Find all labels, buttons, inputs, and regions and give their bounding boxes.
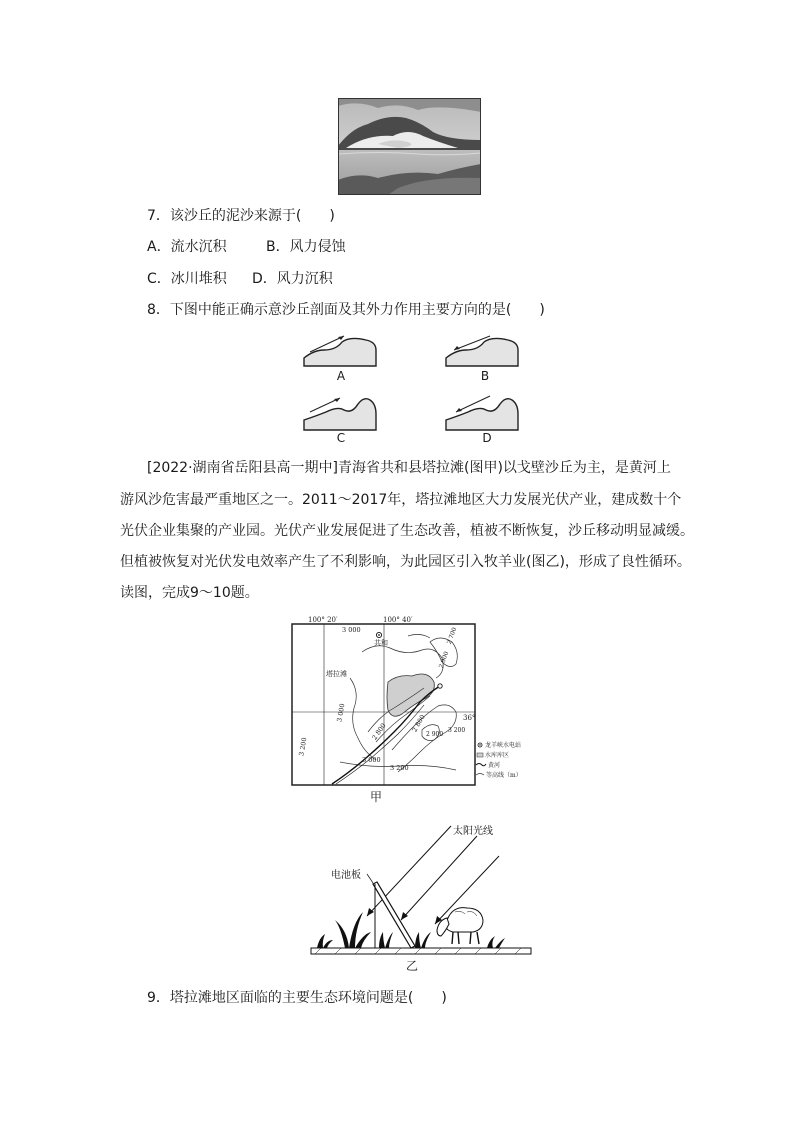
sand-dune-photo [338,98,481,195]
sunlight-label: 太阳光线 [453,826,493,837]
contour-label: 2 900 [437,650,451,670]
figure-yi [305,820,545,970]
passage-line-1: [2022·湖南省岳阳县高一期中]青海省共和县塔拉滩(图甲)以戈壁沙丘为主，是黄河上 [147,460,671,476]
map-lat-label: 36° [463,714,476,722]
legend-hydropower: 龙羊峡水电站 [485,742,522,749]
contour-label: 3 200 [448,727,466,734]
dune-label-c: C [336,431,346,445]
contour-label: 2 700 [445,626,459,646]
passage-line-5: 读图，完成9～10题。 [120,585,259,601]
contour-label: 2 800 [370,721,388,742]
q7-option-a[interactable]: A．流水沉积 [147,239,227,255]
dune-diagram-c[interactable] [300,390,380,432]
legend-river-icon [476,764,486,766]
legend-reservoir-icon [477,753,483,757]
dune-label-b: B [480,369,490,383]
q7-stem: 7．该沙丘的泥沙来源于( ) [147,208,335,224]
map-lon-label-2: 100° 40′ [383,616,413,624]
passage-line-2: 游风沙危害最严重地区之一。2011～2017年，塔拉滩地区大力发展光伏产业，建成数十个 [120,492,682,508]
passage-line-3: 光伏企业集聚的产业园。光伏产业发展促进了生态改善，植被不断恢复，沙丘移动明显减缓。 [120,523,694,539]
solar-panel-label: 电池板 [331,870,361,881]
dune-diagram-b[interactable] [442,330,522,368]
contour-label: 3 000 [362,756,381,764]
q9-stem: 9．塔拉滩地区面临的主要生态环境问题是( ) [147,990,447,1006]
q8-stem: 8．下图中能正确示意沙丘剖面及其外力作用主要方向的是( ) [147,302,545,318]
legend-contour: 等高线（m） [486,772,522,779]
map-town-label: 共和 [374,639,388,647]
legend-reservoir: 水库库区 [485,752,510,759]
contour-label: 3 200 [297,736,309,757]
legend-river: 黄河 [488,762,501,769]
dune-label-d: D [482,431,492,445]
dune-label-a: A [336,369,346,383]
contour-label: 3 000 [342,626,361,634]
contour-label: 3 000 [335,702,347,723]
sheep-icon [437,908,483,944]
dune-diagram-a[interactable] [300,330,380,368]
q7-option-b[interactable]: B．风力侵蚀 [266,239,346,255]
figure-yi-caption: 乙 [406,959,419,973]
q7-option-c[interactable]: C．冰川堆积 [147,271,227,287]
contour-label: 3 200 [390,764,409,772]
map-place-label: 塔拉滩 [326,670,347,678]
passage-line-4: 但植被恢复对光伏发电效率产生了不利影响，为此园区引入牧羊业(图乙)，形成了良性循环。 [120,554,691,570]
map-jia-caption: 甲 [370,790,383,804]
hydropower-station-icon [438,684,442,688]
map-lon-label-1: 100° 20′ [308,616,338,624]
contour-label: 2 800 [410,713,427,734]
map-jia [280,612,525,797]
q7-option-d[interactable]: D．风力沉积 [252,271,333,287]
solar-panel-icon [373,882,415,948]
contour-label: 2 900 [426,731,444,738]
legend-contour-icon [476,774,484,776]
dune-diagram-d[interactable] [442,390,522,432]
